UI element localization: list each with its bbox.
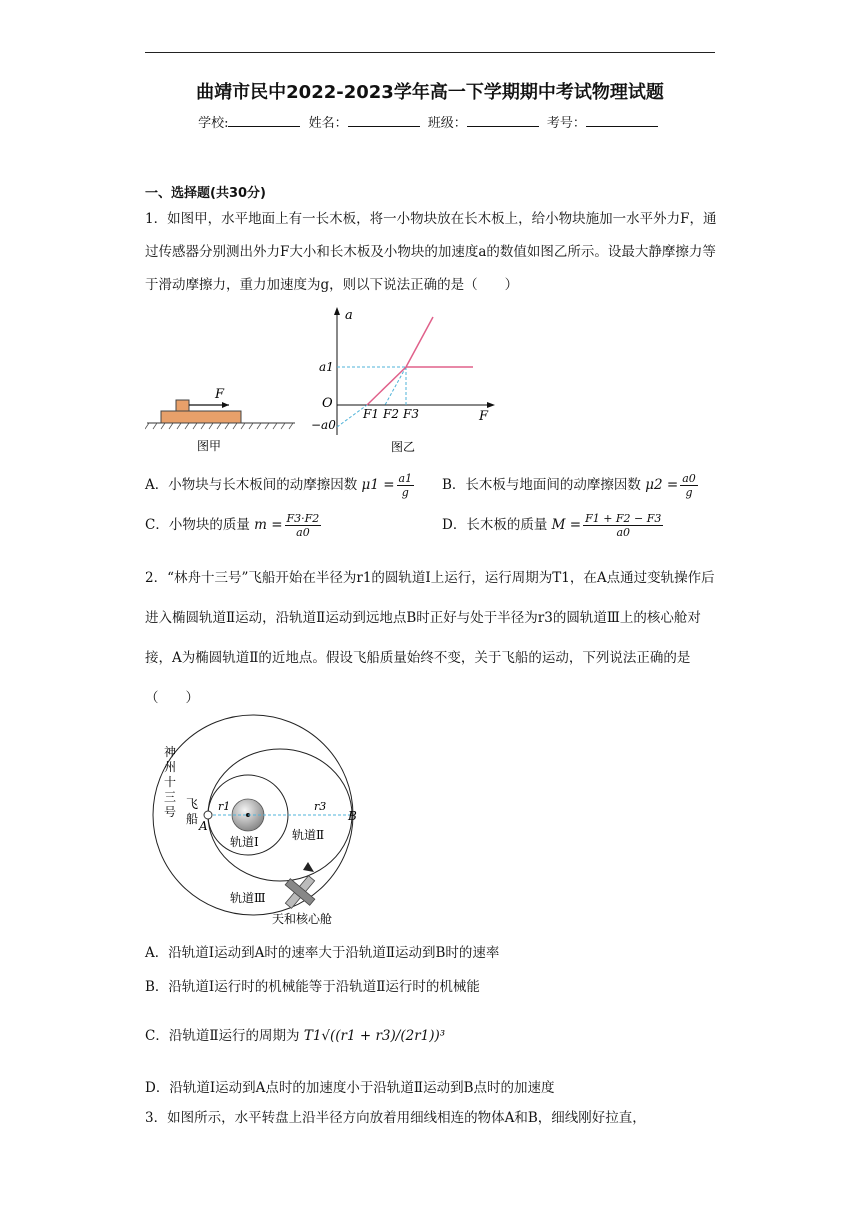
long-board bbox=[161, 411, 241, 423]
board-curve bbox=[367, 367, 406, 405]
q1-option-b-text: B．长木板与地面间的动摩擦因数 bbox=[442, 477, 641, 493]
orbit-3-label: 轨道Ⅲ bbox=[230, 891, 266, 905]
question-1-text: 1．如图甲，水平地面上有一长木板，将一小物块放在长木板上，给小物块施加一水平外力F，通过传感器分别测出外力F大小和长木板及小物块的加速度a的数值如图乙所示。设最大静摩擦力等于滑动摩擦力，重力加速度为g，则以下说法正确的是（ ） bbox=[145, 211, 717, 293]
ship-marker bbox=[204, 811, 212, 819]
fig-a-caption: 图甲 bbox=[197, 439, 222, 453]
orbit-2-label: 轨道Ⅱ bbox=[292, 828, 325, 842]
class-blank[interactable] bbox=[467, 114, 539, 127]
page-title: 曲靖市民中2022-2023学年高一下学期期中考试物理试题 bbox=[196, 82, 664, 103]
small-block bbox=[176, 400, 189, 411]
q1-option-d-lhs: M = bbox=[551, 517, 582, 533]
q1-option-d-num: F1 + F2 − F3 bbox=[585, 512, 662, 525]
question-3-text: 3．如图所示，水平转盘上沿半径方向放着用细线相连的物体A和B，细线刚好拉直， bbox=[145, 1110, 646, 1126]
q1-option-a-num: a1 bbox=[398, 472, 413, 485]
exam-no-label: 考号： bbox=[546, 116, 586, 131]
q1-option-a-lhs: μ1 = bbox=[361, 477, 395, 493]
section-heading: 一、选择题(共30分) bbox=[145, 186, 266, 201]
q1-option-a[interactable] bbox=[145, 472, 414, 499]
figure-2-orbits bbox=[150, 712, 365, 927]
figure-1b bbox=[305, 305, 500, 460]
fig-b-caption: 图乙 bbox=[391, 440, 416, 454]
neg-a0-label: −a0 bbox=[311, 418, 336, 432]
q2-option-b[interactable]: B．沿轨道Ⅰ运行时的机械能等于沿轨道Ⅱ运行时的机械能 bbox=[145, 979, 480, 995]
q1-option-a-den: g bbox=[401, 486, 409, 499]
q1-option-d[interactable] bbox=[442, 512, 663, 539]
f2-label: F2 bbox=[383, 407, 399, 421]
q1-option-b-den: g bbox=[685, 486, 693, 499]
top-rule bbox=[145, 52, 715, 53]
q1-option-b[interactable] bbox=[442, 472, 698, 499]
name-blank[interactable] bbox=[348, 114, 420, 127]
q2-option-c[interactable] bbox=[145, 1024, 445, 1044]
point-a-label: A bbox=[199, 819, 208, 833]
question-2-text: 2．“林舟十三号”飞船开始在半径为r1的圆轨道Ⅰ上运行，运行周期为T1，在A点通过变轨操作后进入椭圆轨道Ⅱ运动，沿轨道Ⅱ运动到远地点B时正好与处于半径为r3的圆轨道Ⅲ上的核心舱对接，A为椭圆轨道Ⅱ的近地点。假设飞船质量始终不变，关于飞船的运动，下列说法正确的是（ ） bbox=[145, 570, 715, 706]
orbit-1-label: 轨道Ⅰ bbox=[230, 835, 259, 849]
r3-label: r3 bbox=[314, 800, 327, 813]
school-label: 学校: bbox=[198, 116, 229, 131]
class-label: 班级： bbox=[427, 116, 467, 131]
point-b-label: B bbox=[348, 809, 357, 823]
student-info bbox=[0, 112, 860, 131]
q1-option-d-text: D．长木板的质量 bbox=[442, 517, 548, 533]
q1-option-b-lhs: μ2 = bbox=[645, 477, 679, 493]
f3-label: F3 bbox=[403, 407, 419, 421]
block-extension bbox=[385, 367, 406, 405]
fig-a-force-label: F bbox=[215, 387, 225, 402]
name-label: 姓名： bbox=[308, 116, 348, 131]
r1-label: r1 bbox=[218, 800, 231, 813]
q1-option-a-text: A．小物块与长木板间的动摩擦因数 bbox=[145, 477, 358, 493]
q1-option-c-lhs: m = bbox=[254, 517, 283, 533]
station-label: 天和核心舱 bbox=[272, 912, 333, 926]
q2-option-d[interactable]: D．沿轨道Ⅰ运动到A点时的加速度小于沿轨道Ⅱ运动到B点时的加速度 bbox=[145, 1080, 555, 1096]
q2-option-c-formula: T1√((r1 + r3)/(2r1))³ bbox=[303, 1028, 446, 1044]
exam-no-blank[interactable] bbox=[586, 114, 658, 127]
ship-label: 飞船 bbox=[186, 797, 199, 826]
origin-label: O bbox=[322, 396, 333, 411]
figure-1a bbox=[145, 380, 297, 460]
x-axis-label: F bbox=[479, 409, 489, 424]
school-blank[interactable] bbox=[228, 114, 300, 127]
y-axis-label: a bbox=[345, 308, 353, 323]
q1-option-c-den: a0 bbox=[296, 526, 310, 539]
q1-option-c[interactable] bbox=[145, 512, 321, 539]
shenzhou-label: 神州十三号 bbox=[164, 745, 177, 819]
q1-option-b-num: a0 bbox=[682, 472, 696, 485]
f1-label: F1 bbox=[363, 407, 379, 421]
q2-option-a[interactable]: A．沿轨道Ⅰ运动到A时的速率大于沿轨道Ⅱ运动到B时的速率 bbox=[145, 945, 500, 961]
q1-option-d-den: a0 bbox=[616, 526, 630, 539]
q1-option-c-num: F3·F2 bbox=[286, 512, 320, 525]
a1-label: a1 bbox=[319, 360, 334, 374]
q1-option-c-text: C．小物块的质量 bbox=[145, 517, 250, 533]
q2-option-c-text: C．沿轨道Ⅱ运行的周期为 bbox=[145, 1028, 300, 1044]
block-curve bbox=[406, 317, 433, 367]
